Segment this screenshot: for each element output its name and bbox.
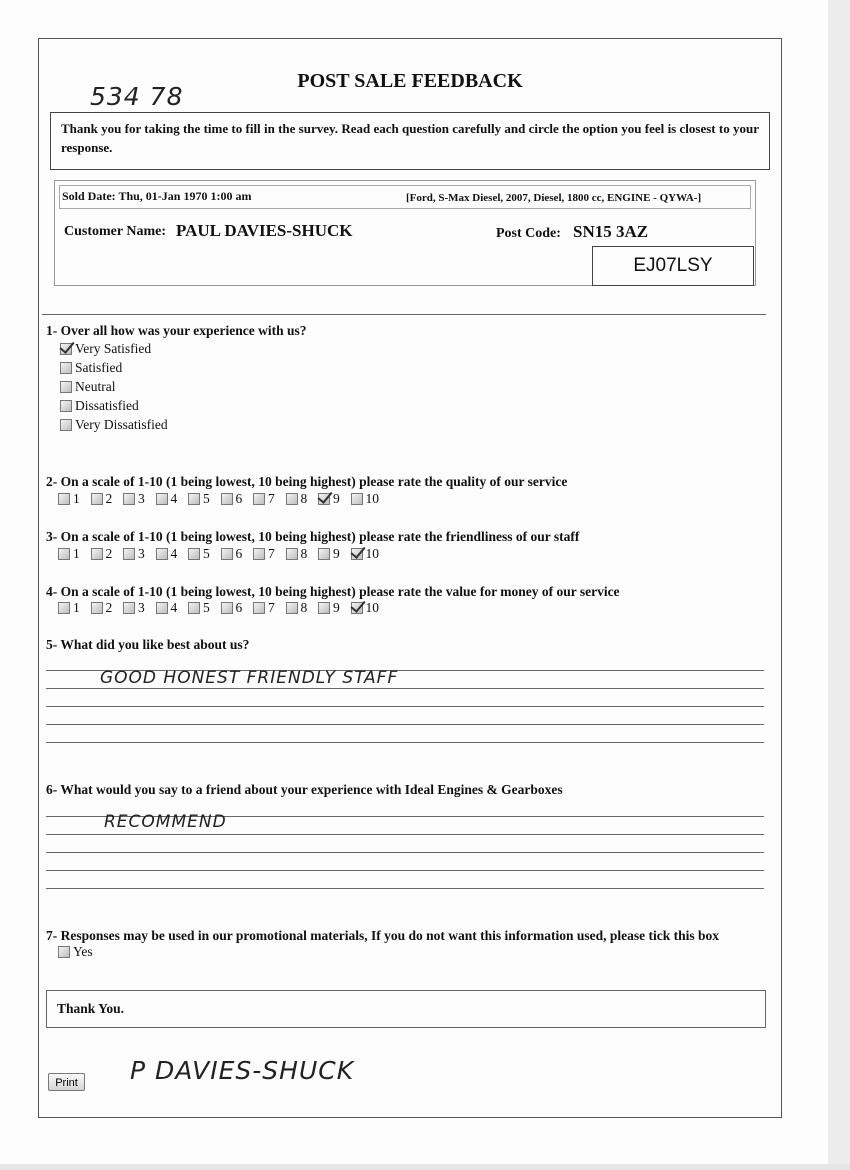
question-7: 7- Responses may be used in our promotional materials, If you do not want this information used, please tick this box	[46, 928, 720, 943]
rating-option-9[interactable]	[318, 546, 351, 562]
q1-option-label: Dissatisfied	[75, 398, 139, 413]
rating-label: 5	[203, 491, 210, 506]
rating-label: 1	[73, 600, 80, 615]
checkbox-icon[interactable]	[188, 548, 200, 560]
checkbox-icon[interactable]	[221, 493, 233, 505]
sold-date: Sold Date: Thu, 01-Jan 1970 1:00 am	[62, 189, 252, 203]
rating-label: 7	[268, 546, 275, 561]
registration-box: EJ07LSY	[592, 246, 754, 286]
rating-option-9[interactable]	[318, 600, 351, 616]
customer-name: PAUL DAVIES-SHUCK	[176, 221, 353, 240]
rating-label: 5	[203, 546, 210, 561]
rating-option-1[interactable]	[58, 600, 91, 616]
handwritten-reference-number: 534 78	[90, 82, 184, 111]
rating-option-10[interactable]	[351, 600, 384, 616]
answer-line	[46, 724, 764, 725]
answer-line	[46, 688, 764, 689]
postcode: SN15 3AZ	[573, 222, 649, 241]
rating-label: 5	[203, 600, 210, 615]
thank-you-box: Thank You.	[46, 990, 766, 1028]
rating-option-5[interactable]	[188, 491, 221, 507]
checkbox-icon[interactable]	[318, 602, 330, 614]
customer-name-label: Customer Name:	[64, 224, 166, 239]
answer-line	[46, 852, 764, 853]
rating-label: 4	[170, 491, 178, 506]
checkbox-icon[interactable]	[58, 493, 70, 505]
question-4: 4- On a scale of 1-10 (1 being lowest, 10 being highest) please rate the value for money of our service	[46, 584, 620, 599]
rating-option-8[interactable]	[286, 600, 319, 616]
answer-line	[46, 870, 764, 871]
rating-label: 2	[105, 546, 113, 561]
checkbox-icon[interactable]	[60, 381, 72, 393]
scan-bottom-edge	[0, 1164, 850, 1170]
checkbox-icon[interactable]	[58, 946, 70, 958]
checkbox-checked-icon[interactable]	[351, 548, 363, 560]
q7-option-yes[interactable]	[58, 944, 93, 960]
rating-label: 8	[300, 546, 308, 561]
checkbox-icon[interactable]	[156, 493, 168, 505]
rating-option-6[interactable]	[221, 546, 254, 562]
rating-label: 4	[170, 546, 178, 561]
rating-option-1[interactable]	[58, 546, 91, 562]
rating-option-9[interactable]	[318, 491, 351, 507]
rating-label: 10	[365, 600, 379, 615]
rating-option-5[interactable]	[188, 600, 221, 616]
rating-label: 2	[105, 600, 113, 615]
checkbox-icon[interactable]	[286, 493, 298, 505]
rating-label: 9	[333, 600, 340, 615]
handwritten-signature: P DAVIES-SHUCK	[130, 1056, 355, 1085]
q1-option-very-dissatisfied[interactable]	[60, 417, 168, 433]
rating-option-4[interactable]	[156, 491, 189, 507]
rating-option-7[interactable]	[253, 600, 286, 616]
rating-option-5[interactable]	[188, 546, 221, 562]
checkbox-icon[interactable]	[60, 419, 72, 431]
vehicle-details: [Ford, S-Max Diesel, 2007, Diesel, 1800 cc, ENGINE - QYWA-]	[406, 192, 702, 204]
rating-option-3[interactable]	[123, 491, 156, 507]
rating-label: 3	[138, 491, 145, 506]
checkbox-icon[interactable]	[286, 548, 298, 560]
rating-option-8[interactable]	[286, 491, 319, 507]
checkbox-icon[interactable]	[351, 493, 363, 505]
page-title: POST SALE FEEDBACK	[297, 70, 523, 92]
rating-label: 1	[73, 546, 80, 561]
checkbox-icon[interactable]	[123, 602, 135, 614]
checkbox-icon[interactable]	[188, 493, 200, 505]
checkbox-icon[interactable]	[123, 493, 135, 505]
rating-option-7[interactable]	[253, 546, 286, 562]
rating-label: 2	[105, 491, 113, 506]
q3-rating-scale	[58, 546, 383, 562]
section-divider	[42, 314, 766, 315]
checkbox-checked-icon[interactable]	[351, 602, 363, 614]
rating-label: 9	[333, 491, 340, 506]
checkbox-icon[interactable]	[156, 548, 168, 560]
q1-option-label: Very Dissatisfied	[75, 417, 168, 432]
rating-label: 9	[333, 546, 340, 561]
postcode-label: Post Code:	[496, 226, 561, 241]
rating-option-1[interactable]	[58, 491, 91, 507]
checkbox-icon[interactable]	[58, 602, 70, 614]
question-1: 1- Over all how was your experience with us?	[46, 323, 307, 338]
q1-option-dissatisfied[interactable]	[60, 398, 139, 414]
answer-line	[46, 706, 764, 707]
rating-option-2[interactable]	[91, 546, 124, 562]
rating-label: 1	[73, 491, 80, 506]
checkbox-icon[interactable]	[188, 602, 200, 614]
answer-line	[46, 742, 764, 743]
rating-option-2[interactable]	[91, 491, 124, 507]
rating-option-7[interactable]	[253, 491, 286, 507]
q2-rating-scale	[58, 491, 383, 507]
rating-option-6[interactable]	[221, 491, 254, 507]
q1-option-satisfied[interactable]	[60, 360, 122, 376]
checkbox-icon[interactable]	[318, 548, 330, 560]
checkbox-icon[interactable]	[221, 602, 233, 614]
rating-label: 7	[268, 600, 275, 615]
rating-label: 10	[365, 546, 379, 561]
question-5: 5- What did you like best about us?	[46, 637, 250, 652]
checkbox-icon[interactable]	[253, 493, 265, 505]
checkbox-checked-icon[interactable]	[318, 493, 330, 505]
rating-label: 6	[235, 600, 243, 615]
answer-line	[46, 834, 764, 835]
rating-option-6[interactable]	[221, 600, 254, 616]
rating-label: 3	[138, 600, 145, 615]
print-button[interactable]: Print	[48, 1073, 85, 1091]
rating-option-10[interactable]	[351, 491, 384, 507]
rating-label: 8	[300, 600, 308, 615]
rating-label: 6	[235, 546, 243, 561]
checkbox-icon[interactable]	[60, 362, 72, 374]
checkbox-icon[interactable]	[253, 602, 265, 614]
q7-option-label: Yes	[73, 944, 93, 959]
checkbox-icon[interactable]	[91, 602, 103, 614]
q1-option-neutral[interactable]	[60, 379, 115, 395]
q6-handwritten-answer[interactable]: RECOMMEND	[104, 812, 227, 832]
checkbox-icon[interactable]	[91, 548, 103, 560]
q5-handwritten-answer[interactable]: GOOD HONEST FRIENDLY STAFF	[100, 668, 399, 688]
answer-line	[46, 888, 764, 889]
checkbox-icon[interactable]	[221, 548, 233, 560]
intro-text: Thank you for taking the time to fill in the survey. Read each question carefully and circle the option you feel is closest to your response.	[50, 112, 770, 170]
rating-label: 10	[365, 491, 379, 506]
rating-option-4[interactable]	[156, 600, 189, 616]
checkbox-icon[interactable]	[58, 548, 70, 560]
checkbox-icon[interactable]	[60, 400, 72, 412]
question-2: 2- On a scale of 1-10 (1 being lowest, 10 being highest) please rate the quality of our service	[46, 474, 568, 489]
rating-option-4[interactable]	[156, 546, 189, 562]
q1-option-label: Very Satisfied	[75, 341, 152, 356]
rating-option-10[interactable]	[351, 546, 384, 562]
checkbox-icon[interactable]	[253, 548, 265, 560]
scan-edge	[828, 0, 850, 1170]
rating-label: 6	[235, 491, 243, 506]
rating-label: 8	[300, 491, 308, 506]
rating-label: 4	[170, 600, 178, 615]
checkbox-icon[interactable]	[91, 493, 103, 505]
rating-label: 3	[138, 546, 145, 561]
question-3: 3- On a scale of 1-10 (1 being lowest, 10 being highest) please rate the friendliness of our staff	[46, 529, 580, 544]
q1-option-label: Neutral	[75, 379, 116, 394]
q4-rating-scale	[58, 600, 383, 616]
checkbox-icon[interactable]	[156, 602, 168, 614]
q1-option-very-satisfied[interactable]	[60, 341, 151, 357]
rating-label: 7	[268, 491, 275, 506]
rating-option-2[interactable]	[91, 600, 124, 616]
checkbox-icon[interactable]	[123, 548, 135, 560]
checkbox-icon[interactable]	[286, 602, 298, 614]
rating-option-8[interactable]	[286, 546, 319, 562]
q1-option-label: Satisfied	[75, 360, 123, 375]
rating-option-3[interactable]	[123, 546, 156, 562]
question-6: 6- What would you say to a friend about your experience with Ideal Engines & Gearboxes	[46, 782, 563, 797]
checkbox-checked-icon[interactable]	[60, 343, 72, 355]
rating-option-3[interactable]	[123, 600, 156, 616]
